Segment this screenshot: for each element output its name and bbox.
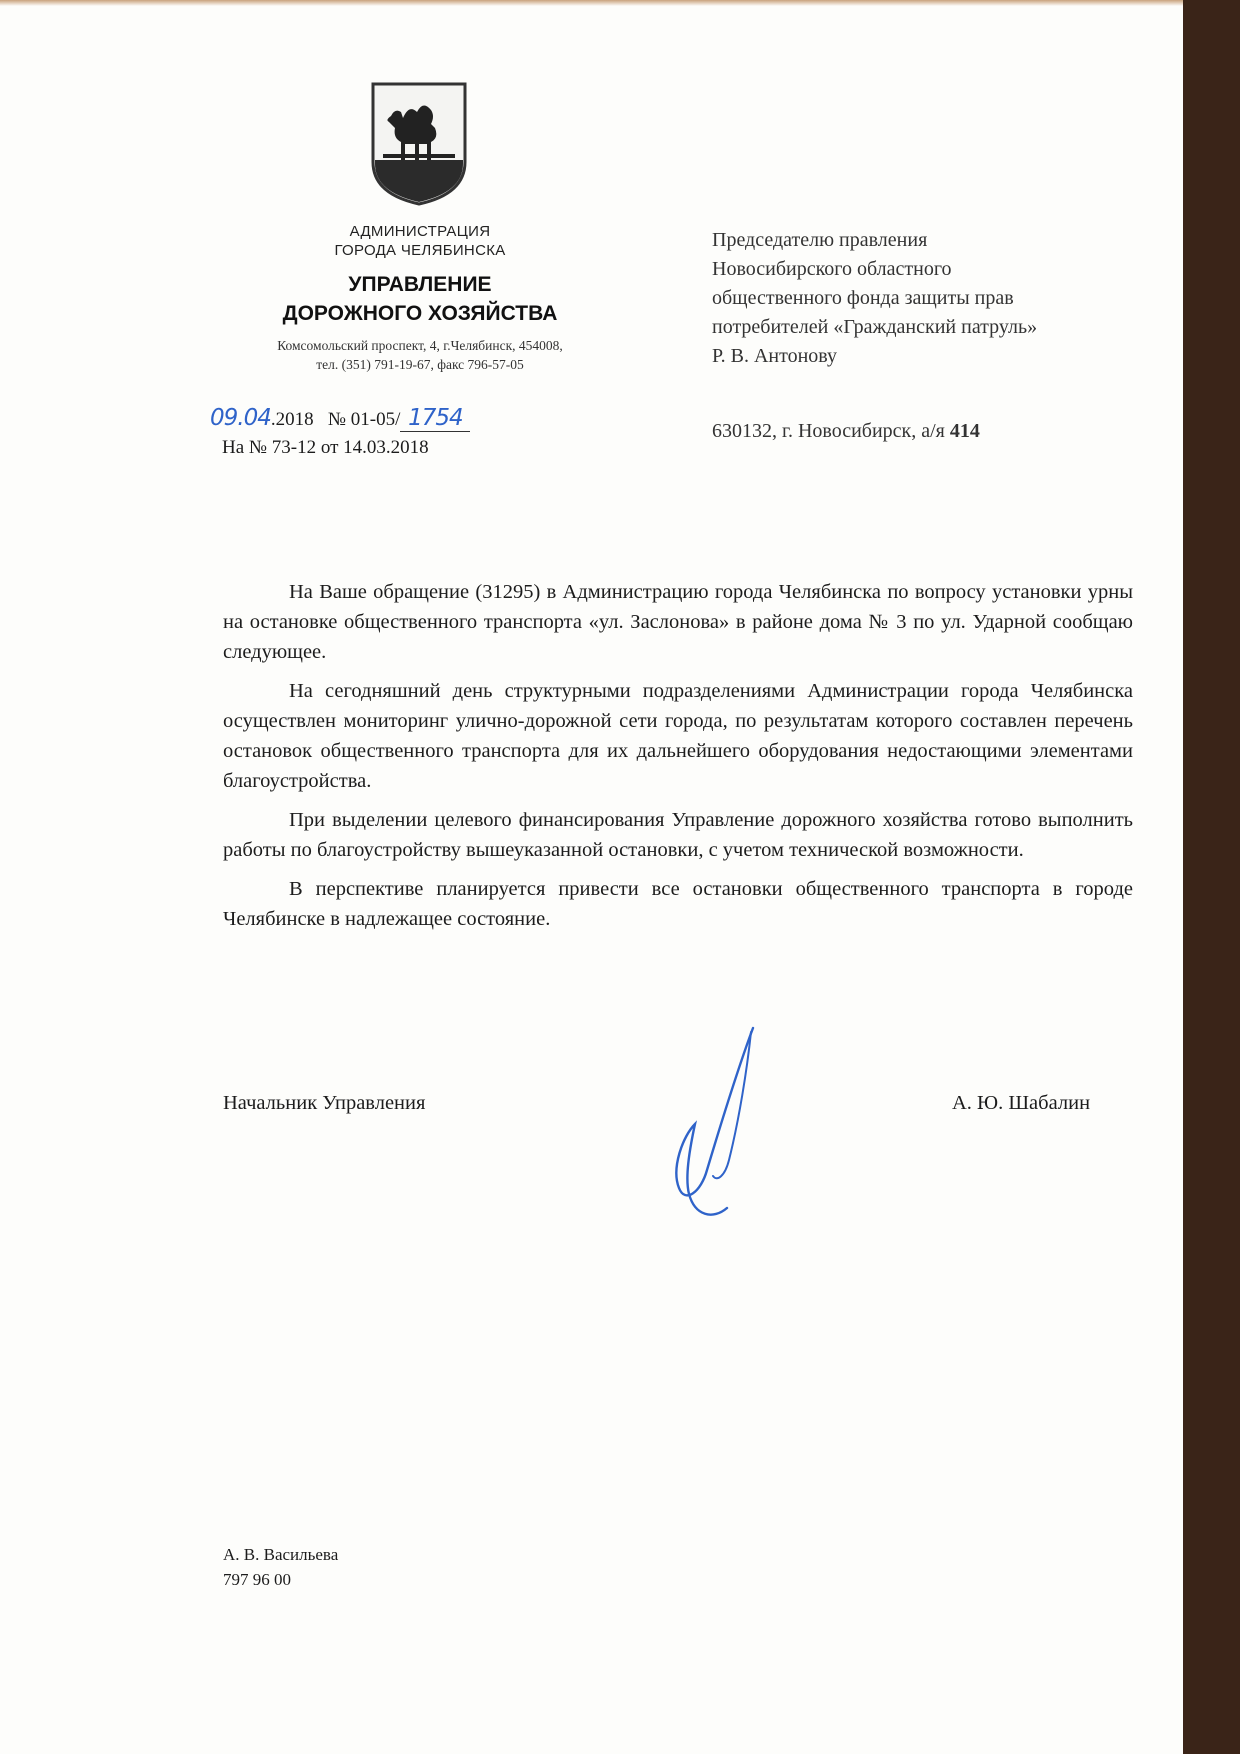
page-edge: [0, 0, 1183, 6]
handwritten-date: 09.04: [210, 405, 271, 431]
organization-header: [250, 222, 590, 374]
admin-line-1: АДМИНИСТРАЦИЯ: [349, 223, 491, 240]
addressee-line: Председателю правления: [712, 229, 928, 251]
registration-year: .2018: [270, 409, 314, 430]
org-address: Комсомольский проспект, 4, г.Челябинск, 454008,: [277, 338, 563, 353]
registration-line: [210, 405, 470, 432]
addressee-block: [712, 226, 1142, 371]
signatory-position: Начальник Управления: [223, 1092, 426, 1114]
admin-line-2: ГОРОДА ЧЕЛЯБИНСКА: [334, 242, 506, 259]
body-paragraph: При выделении целевого финансирования Управление дорожного хозяйства готово выполнить работы по благоустройству вышеуказанной остановки, с учетом технической возможности.: [223, 809, 1133, 861]
addressee-line: Р. В. Антонову: [712, 345, 838, 367]
department-line-1: УПРАВЛЕНИЕ: [348, 273, 492, 296]
reference-line: На № 73-12 от 14.03.2018: [222, 437, 429, 458]
postal-address: [712, 420, 980, 443]
postal-box: 414: [949, 420, 980, 442]
addressee-line: общественного фонда защиты прав: [712, 287, 1014, 309]
org-phone: тел. (351) 791-19-67, факс 796-57-05: [316, 357, 524, 372]
executor-phone: 797 96 00: [223, 1570, 291, 1589]
letter-body: [223, 577, 1133, 943]
department-line-2: ДОРОЖНОГО ХОЗЯЙСТВА: [282, 302, 558, 325]
registration-number-label: № 01-05/: [327, 409, 401, 430]
postal-prefix: 630132, г. Новосибирск, а/я: [712, 420, 950, 442]
handwritten-signature-icon: [655, 1020, 775, 1230]
coat-of-arms-icon: [369, 80, 469, 208]
signatory-name: А. Ю. Шабалин: [952, 1092, 1091, 1114]
body-paragraph: На Ваше обращение (31295) в Администрацию города Челябинска по вопросу установки урны на остановке общественного транспорта «ул. Заслонова» в районе дома № 3 по ул. Ударной сообщаю следующее.: [223, 581, 1133, 663]
executor-block: [223, 1542, 338, 1592]
body-paragraph: В перспективе планируется привести все остановки общественного транспорта в городе Челябинске в надлежащее состояние.: [223, 878, 1133, 930]
handwritten-number: 1754: [400, 405, 470, 432]
addressee-line: Новосибирского областного: [712, 258, 952, 280]
executor-name: А. В. Васильева: [223, 1545, 339, 1564]
addressee-line: потребителей «Гражданский патруль»: [712, 316, 1038, 338]
body-paragraph: На сегодняшний день структурными подразделениями Администрации города Челябинска осуществлен мониторинг улично-дорожной сети города, по результатам которого составлен перечень остановок общественного транспорта для их дальнейшего оборудования недостающими элементами благоустройства.: [223, 680, 1133, 792]
